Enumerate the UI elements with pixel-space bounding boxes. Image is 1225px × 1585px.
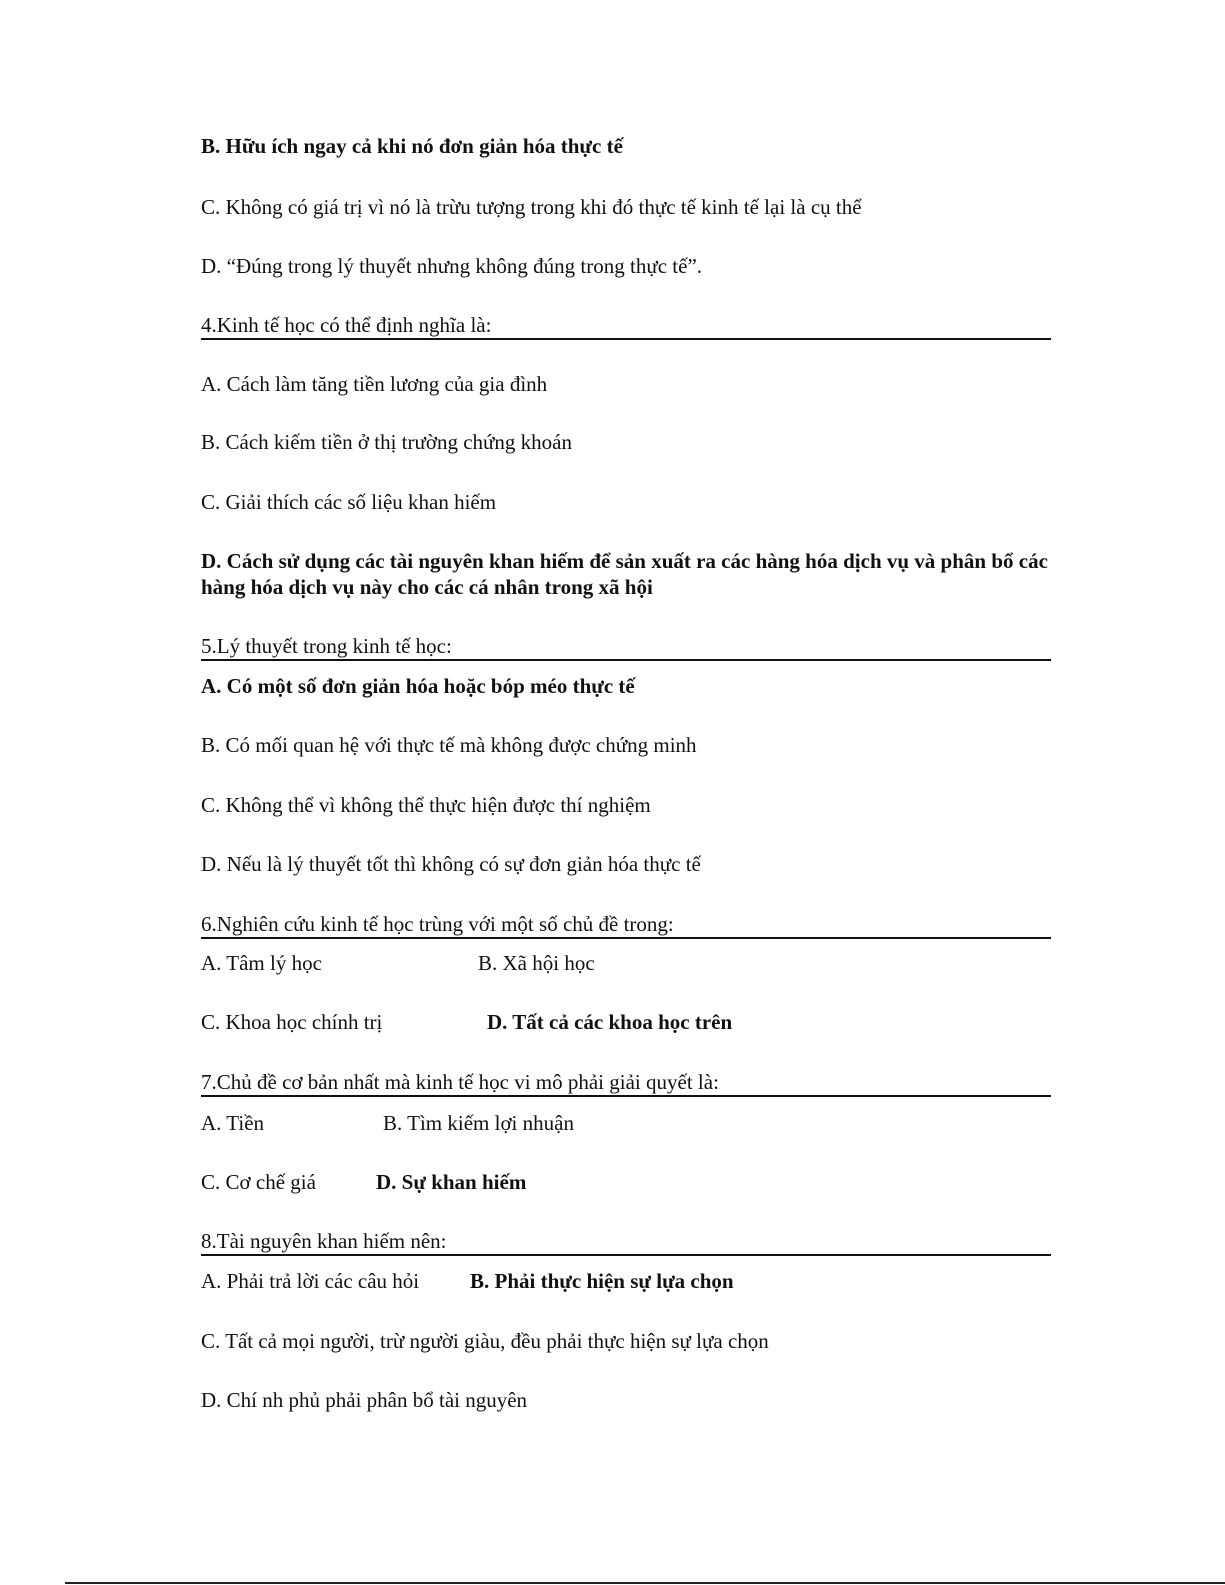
q7-question: 7.Chủ đề cơ bản nhất mà kinh tế học vi mô phải giải quyết là:	[201, 1069, 1051, 1097]
q4-option-c: C. Giải thích các số liệu khan hiếm	[201, 490, 497, 514]
q5-option-a-correct: A. Có một số đơn giản hóa hoặc bóp méo thực tế	[201, 674, 635, 698]
q6-option-d-correct: D. Tất cả các khoa học trên	[487, 1010, 733, 1034]
q3-option-c: C. Không có giá trị vì nó là trừu tượng trong khi đó thực tế kinh tế lại là cụ thể	[201, 195, 862, 219]
q8-option-a: A. Phải trả lời các câu hỏi	[201, 1269, 420, 1293]
q4-option-d-correct: D. Cách sử dụng các tài nguyên khan hiếm để sản xuất ra các hàng hóa dịch vụ và phân bổ các hàng hóa dịch vụ này cho các cá nhân trong xã hội	[201, 549, 1048, 599]
q4-option-a: A. Cách làm tăng tiền lương của gia đình	[201, 372, 548, 396]
q7-option-a: A. Tiền	[201, 1111, 265, 1135]
q5-option-b: B. Có mối quan hệ với thực tế mà không được chứng minh	[201, 733, 697, 757]
q5-option-d: D. Nếu là lý thuyết tốt thì không có sự đơn giản hóa thực tế	[201, 852, 701, 876]
q5-question: 5.Lý thuyết trong kinh tế học:	[201, 633, 1051, 661]
q7-option-c: C. Cơ chế giá	[201, 1170, 316, 1194]
q3-option-d: D. “Đúng trong lý thuyết nhưng không đúng trong thực tế”.	[201, 254, 703, 278]
q8-option-c: C. Tất cả mọi người, trừ người giàu, đều phải thực hiện sự lựa chọn	[201, 1329, 769, 1353]
q6-option-a: A. Tâm lý học	[201, 951, 322, 975]
q6-question: 6.Nghiên cứu kinh tế học trùng với một số chủ đề trong:	[201, 911, 1051, 939]
page-bottom-divider	[65, 1582, 1225, 1584]
q7-option-d-correct: D. Sự khan hiếm	[376, 1170, 527, 1194]
q8-option-d: D. Chí nh phủ phải phân bổ tài nguyên	[201, 1388, 528, 1412]
q7-option-b: B. Tìm kiếm lợi nhuận	[383, 1111, 574, 1135]
q6-option-b: B. Xã hội học	[478, 951, 595, 975]
q8-question: 8.Tài nguyên khan hiếm nên:	[201, 1228, 1051, 1256]
q6-option-c: C. Khoa học chính trị	[201, 1010, 383, 1034]
q4-option-b: B. Cách kiếm tiền ở thị trường chứng khoán	[201, 430, 572, 454]
q5-option-c: C. Không thể vì không thể thực hiện được thí nghiệm	[201, 793, 651, 817]
q8-option-b-correct: B. Phải thực hiện sự lựa chọn	[470, 1269, 734, 1293]
q3-option-b-correct: B. Hữu ích ngay cả khi nó đơn giản hóa thực tế	[201, 134, 623, 158]
q4-question: 4.Kinh tế học có thể định nghĩa là:	[201, 312, 1051, 340]
